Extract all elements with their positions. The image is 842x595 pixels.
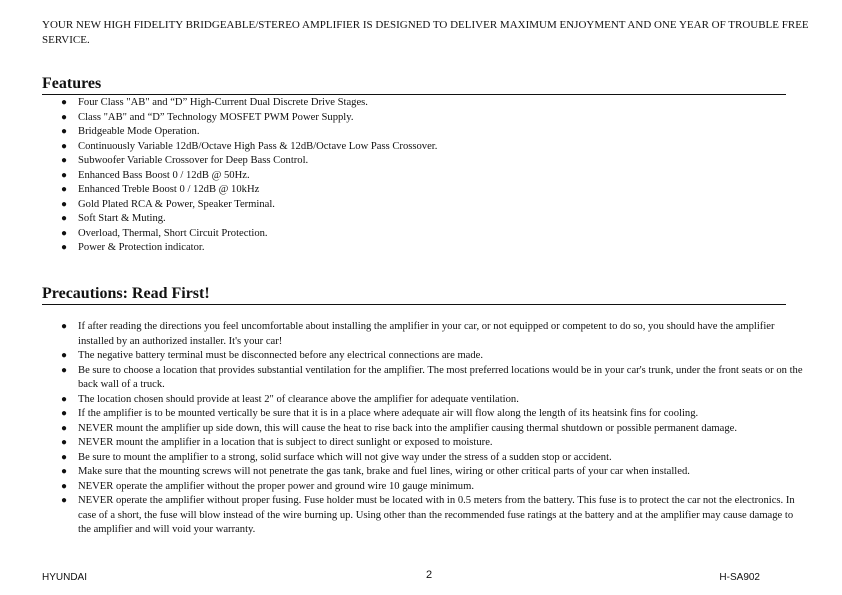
list-item: ● Bridgeable Mode Operation. (58, 125, 804, 140)
bullet-icon: ● (61, 466, 68, 477)
list-item: ● Class "AB" and “D” Technology MOSFET PWM Power Supply. (58, 111, 804, 126)
list-item: ● The negative battery terminal must be disconnected before any electrical connections are made. (58, 349, 804, 364)
bullet-icon: ● (61, 495, 68, 506)
list-item: ● Gold Plated RCA & Power, Speaker Terminal. (58, 198, 804, 213)
list-item: ● Soft Start & Muting. (58, 212, 804, 227)
list-item: ● Enhanced Bass Boost 0 / 12dB @ 50Hz. (58, 169, 804, 184)
bullet-icon: ● (61, 198, 68, 210)
list-item: ● Four Class "AB" and “D” High-Current Dual Discrete Drive Stages. (58, 96, 804, 111)
list-item: ● Power & Protection indicator. (58, 241, 804, 256)
bullet-icon: ● (61, 184, 68, 195)
list-item: ● Be sure to choose a location that provides substantial ventilation for the amplifier. The most preferred locations would be in your car's trunk, under the front seats or on the back wall of a truck. (61, 364, 803, 390)
bullet-icon: ● (61, 213, 68, 224)
bullet-icon: ● (61, 155, 68, 166)
features-heading: Features (42, 75, 786, 95)
bullet-icon: ● (61, 227, 68, 239)
bullet-icon: ● (61, 169, 68, 181)
bullet-icon: ● (61, 321, 68, 332)
bullet-icon: ● (61, 437, 68, 448)
intro-text: YOUR NEW HIGH FIDELITY BRIDGEABLE/STEREO AMPLIFIER IS DESIGNED TO DELIVER MAXIMUM ENJOYMENT AND ONE YEAR OF TROUBLE FREE SERVICE. (42, 19, 809, 46)
list-item: ● Enhanced Treble Boost 0 / 12dB @ 10kHz (58, 183, 804, 198)
bullet-icon: ● (61, 126, 68, 137)
bullet-icon: ● (61, 97, 68, 108)
list-item: ● NEVER operate the amplifier without the proper power and ground wire 10 gauge minimum. (58, 480, 804, 495)
list-item: ● Continuously Variable 12dB/Octave High Pass & 12dB/Octave Low Pass Crossover. (58, 140, 804, 155)
bullet-icon: ● (61, 111, 68, 123)
bullet-icon: ● (61, 451, 68, 463)
bullet-icon: ● (61, 140, 68, 152)
list-item: ● NEVER mount the amplifier in a location that is subject to direct sunlight or exposed to moisture. (58, 436, 804, 451)
list-item: ● The location chosen should provide at least 2" of clearance above the amplifier for adequate ventilation. (58, 393, 804, 408)
precautions-heading: Precautions: Read First! (42, 285, 786, 305)
list-item: ● Subwoofer Variable Crossover for Deep Bass Control. (58, 154, 804, 169)
bullet-icon: ● (61, 242, 68, 253)
bullet-icon: ● (61, 393, 68, 405)
bullet-icon: ● (61, 350, 68, 361)
list-item: ● If the amplifier is to be mounted vertically be sure that it is in a place where adequate air will flow along the length of its heatsink fins for cooling. (58, 407, 804, 422)
list-item: ● Make sure that the mounting screws will not penetrate the gas tank, brake and fuel lines, wiring or other critical parts of your car when installed. (58, 465, 804, 480)
bullet-icon: ● (61, 408, 68, 419)
list-item: ● If after reading the directions you feel uncomfortable about installing the amplifier in your car, or not equipped or competent to do so, you should have the amplifier installed by an authorized installer. It's your car! (61, 321, 775, 347)
bullet-icon: ● (61, 422, 68, 434)
footer-brand: HYUNDAI (42, 572, 88, 583)
footer-model: H-SA902 (719, 572, 760, 583)
page-number: 2 (426, 569, 433, 581)
list-item: ● Be sure to mount the amplifier to a strong, solid surface which will not give way under the stress of a sudden stop or accident. (58, 451, 804, 466)
list-item: ● NEVER mount the amplifier up side down, this will cause the heat to rise back into the amplifier causing thermal shutdown or possible permanent damage. (58, 422, 804, 437)
list-item: ● NEVER operate the amplifier without proper fusing. Fuse holder must be located with in 0.5 meters from the battery. This fuse is to protect the car not the electronics. In case of a short, the fuse will blow instead of the wire burning up. Using other than the recommended fuse ratings at the battery and at the amplifier may cause damage to the amplifier and will void your warranty. (61, 495, 795, 535)
bullet-icon: ● (61, 364, 68, 376)
precautions-list (58, 320, 804, 538)
list-item: ● Overload, Thermal, Short Circuit Protection. (58, 227, 804, 242)
bullet-icon: ● (61, 480, 68, 492)
features-list (58, 96, 804, 256)
